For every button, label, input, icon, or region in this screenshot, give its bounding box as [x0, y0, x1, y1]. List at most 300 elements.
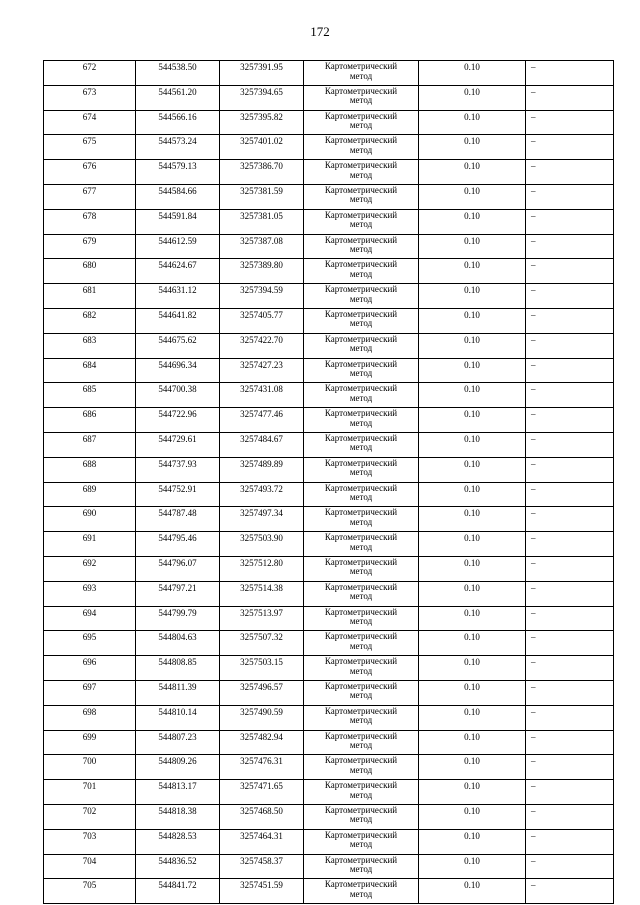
method-line1: Картометрический: [324, 606, 398, 617]
method-line1: Картометрический: [324, 308, 398, 319]
accuracy-cell: 0.10: [419, 804, 526, 829]
method-cell: [304, 308, 419, 333]
table-row: [44, 135, 614, 160]
method-line2: метод: [349, 95, 373, 106]
table-row: [44, 110, 614, 135]
note-cell: –: [526, 457, 614, 482]
method-line1: Картометрический: [324, 780, 398, 791]
y-coordinate-cell: 3257514.38: [220, 581, 304, 606]
method-line2: метод: [349, 417, 373, 428]
accuracy-cell: 0.10: [419, 482, 526, 507]
accuracy-cell: 0.10: [419, 308, 526, 333]
x-coordinate-cell: 544836.52: [136, 854, 220, 879]
point-number-cell: 695: [44, 631, 136, 656]
method-line2: метод: [349, 814, 373, 825]
method-line1: Картометрический: [324, 457, 398, 468]
table-row: [44, 730, 614, 755]
y-coordinate-cell: 3257503.90: [220, 532, 304, 557]
method-line2: метод: [349, 442, 373, 453]
note-cell: –: [526, 755, 614, 780]
method-line2: метод: [349, 839, 373, 850]
method-cell: [304, 184, 419, 209]
method-cell: [304, 457, 419, 482]
table-row: [44, 705, 614, 730]
note-cell: –: [526, 606, 614, 631]
accuracy-cell: 0.10: [419, 829, 526, 854]
y-coordinate-cell: 3257484.67: [220, 432, 304, 457]
method-line2: метод: [349, 368, 373, 379]
point-number-cell: 679: [44, 234, 136, 259]
point-number-cell: 683: [44, 333, 136, 358]
accuracy-cell: 0.10: [419, 284, 526, 309]
y-coordinate-cell: 3257391.95: [220, 61, 304, 86]
method-line1: Картометрический: [324, 507, 398, 518]
note-cell: –: [526, 804, 614, 829]
y-coordinate-cell: 3257431.08: [220, 383, 304, 408]
point-number-cell: 693: [44, 581, 136, 606]
y-coordinate-cell: 3257464.31: [220, 829, 304, 854]
point-number-cell: 690: [44, 507, 136, 532]
y-coordinate-cell: 3257405.77: [220, 308, 304, 333]
method-cell: [304, 110, 419, 135]
x-coordinate-cell: 544538.50: [136, 61, 220, 86]
method-cell: [304, 606, 419, 631]
method-line1: Картометрический: [324, 755, 398, 766]
y-coordinate-cell: 3257489.89: [220, 457, 304, 482]
method-line1: Картометрический: [324, 432, 398, 443]
method-line2: метод: [349, 591, 373, 602]
point-number-cell: 685: [44, 383, 136, 408]
x-coordinate-cell: 544818.38: [136, 804, 220, 829]
note-cell: –: [526, 308, 614, 333]
method-line2: метод: [349, 740, 373, 751]
y-coordinate-cell: 3257395.82: [220, 110, 304, 135]
y-coordinate-cell: 3257507.32: [220, 631, 304, 656]
point-number-cell: 701: [44, 780, 136, 805]
method-line1: Картометрический: [324, 184, 398, 195]
method-line1: Картометрический: [324, 532, 398, 543]
method-line1: Картометрический: [324, 333, 398, 344]
method-line2: метод: [349, 244, 373, 255]
method-cell: [304, 432, 419, 457]
method-line1: Картометрический: [324, 234, 398, 245]
method-cell: [304, 85, 419, 110]
accuracy-cell: 0.10: [419, 432, 526, 457]
note-cell: –: [526, 234, 614, 259]
x-coordinate-cell: 544795.46: [136, 532, 220, 557]
x-coordinate-cell: 544566.16: [136, 110, 220, 135]
method-line2: метод: [349, 392, 373, 403]
table-row: [44, 184, 614, 209]
note-cell: –: [526, 854, 614, 879]
method-line1: Картометрический: [324, 879, 398, 890]
x-coordinate-cell: 544696.34: [136, 358, 220, 383]
table-row: [44, 234, 614, 259]
y-coordinate-cell: 3257381.59: [220, 184, 304, 209]
table-row: [44, 432, 614, 457]
method-cell: [304, 482, 419, 507]
y-coordinate-cell: 3257394.59: [220, 284, 304, 309]
point-number-cell: 705: [44, 879, 136, 904]
x-coordinate-cell: 544828.53: [136, 829, 220, 854]
method-line1: Картометрический: [324, 61, 398, 71]
method-line1: Картометрический: [324, 556, 398, 567]
note-cell: –: [526, 61, 614, 86]
table-row: [44, 284, 614, 309]
table-row: [44, 308, 614, 333]
table-row: [44, 209, 614, 234]
x-coordinate-cell: 544811.39: [136, 680, 220, 705]
method-cell: [304, 259, 419, 284]
method-line2: метод: [349, 219, 373, 230]
method-line1: Картометрический: [324, 383, 398, 394]
accuracy-cell: 0.10: [419, 507, 526, 532]
method-line1: Картометрический: [324, 804, 398, 815]
x-coordinate-cell: 544584.66: [136, 184, 220, 209]
table-row: [44, 457, 614, 482]
point-number-cell: 682: [44, 308, 136, 333]
method-cell: [304, 333, 419, 358]
method-line2: метод: [349, 640, 373, 651]
note-cell: –: [526, 680, 614, 705]
y-coordinate-cell: 3257422.70: [220, 333, 304, 358]
method-line2: метод: [349, 864, 373, 874]
method-line2: метод: [349, 764, 373, 775]
y-coordinate-cell: 3257389.80: [220, 259, 304, 284]
method-line2: метод: [349, 566, 373, 577]
method-line1: Картометрический: [324, 209, 398, 220]
y-coordinate-cell: 3257381.05: [220, 209, 304, 234]
accuracy-cell: 0.10: [419, 135, 526, 160]
point-number-cell: 687: [44, 432, 136, 457]
y-coordinate-cell: 3257496.57: [220, 680, 304, 705]
method-cell: [304, 284, 419, 309]
x-coordinate-cell: 544808.85: [136, 656, 220, 681]
page-number: 172: [310, 24, 330, 39]
y-coordinate-cell: 3257387.08: [220, 234, 304, 259]
method-line1: Картометрический: [324, 656, 398, 667]
point-number-cell: 699: [44, 730, 136, 755]
method-line2: метод: [349, 144, 373, 155]
method-line2: метод: [349, 789, 373, 800]
coordinates-table: [43, 60, 614, 904]
note-cell: –: [526, 383, 614, 408]
point-number-cell: 703: [44, 829, 136, 854]
y-coordinate-cell: 3257427.23: [220, 358, 304, 383]
point-number-cell: 696: [44, 656, 136, 681]
x-coordinate-cell: 544641.82: [136, 308, 220, 333]
accuracy-cell: 0.10: [419, 234, 526, 259]
note-cell: –: [526, 209, 614, 234]
x-coordinate-cell: 544624.67: [136, 259, 220, 284]
table-row: [44, 755, 614, 780]
note-cell: –: [526, 333, 614, 358]
accuracy-cell: 0.10: [419, 705, 526, 730]
point-number-cell: 686: [44, 408, 136, 433]
point-number-cell: 689: [44, 482, 136, 507]
point-number-cell: 700: [44, 755, 136, 780]
table-row: [44, 532, 614, 557]
method-line2: метод: [349, 492, 373, 503]
table-row: [44, 160, 614, 185]
note-cell: –: [526, 85, 614, 110]
method-cell: [304, 507, 419, 532]
table-row: [44, 879, 614, 904]
y-coordinate-cell: 3257503.15: [220, 656, 304, 681]
x-coordinate-cell: 544573.24: [136, 135, 220, 160]
method-cell: [304, 730, 419, 755]
accuracy-cell: 0.10: [419, 532, 526, 557]
y-coordinate-cell: 3257482.94: [220, 730, 304, 755]
method-cell: [304, 383, 419, 408]
method-cell: [304, 804, 419, 829]
table-row: [44, 333, 614, 358]
method-cell: [304, 854, 419, 879]
accuracy-cell: 0.10: [419, 656, 526, 681]
point-number-cell: 677: [44, 184, 136, 209]
method-cell: [304, 631, 419, 656]
method-cell: [304, 408, 419, 433]
table-row: [44, 61, 614, 86]
method-line2: метод: [349, 318, 373, 329]
table-row: [44, 631, 614, 656]
method-line1: Картометрический: [324, 408, 398, 419]
method-cell: [304, 160, 419, 185]
method-line1: Картометрический: [324, 631, 398, 642]
note-cell: –: [526, 160, 614, 185]
x-coordinate-cell: 544591.84: [136, 209, 220, 234]
x-coordinate-cell: 544841.72: [136, 879, 220, 904]
note-cell: –: [526, 532, 614, 557]
method-cell: [304, 532, 419, 557]
point-number-cell: 674: [44, 110, 136, 135]
note-cell: –: [526, 780, 614, 805]
point-number-cell: 694: [44, 606, 136, 631]
method-line2: метод: [349, 169, 373, 180]
method-line1: Картометрический: [324, 284, 398, 295]
method-line1: Картометрический: [324, 680, 398, 691]
point-number-cell: 681: [44, 284, 136, 309]
y-coordinate-cell: 3257451.59: [220, 879, 304, 904]
accuracy-cell: 0.10: [419, 383, 526, 408]
method-cell: [304, 556, 419, 581]
accuracy-cell: 0.10: [419, 85, 526, 110]
point-number-cell: 676: [44, 160, 136, 185]
accuracy-cell: 0.10: [419, 110, 526, 135]
method-line1: Картометрический: [324, 135, 398, 146]
method-line2: метод: [349, 268, 373, 279]
x-coordinate-cell: 544612.59: [136, 234, 220, 259]
method-line2: метод: [349, 516, 373, 527]
accuracy-cell: 0.10: [419, 160, 526, 185]
point-number-cell: 678: [44, 209, 136, 234]
y-coordinate-cell: 3257476.31: [220, 755, 304, 780]
table-body: [44, 61, 614, 904]
note-cell: –: [526, 284, 614, 309]
table-row: [44, 358, 614, 383]
method-cell: [304, 358, 419, 383]
accuracy-cell: 0.10: [419, 333, 526, 358]
method-line2: метод: [349, 715, 373, 726]
x-coordinate-cell: 544799.79: [136, 606, 220, 631]
note-cell: –: [526, 581, 614, 606]
method-line2: метод: [349, 70, 373, 81]
table-row: [44, 85, 614, 110]
method-cell: [304, 680, 419, 705]
method-line2: метод: [349, 293, 373, 304]
point-number-cell: 675: [44, 135, 136, 160]
method-line2: метод: [349, 467, 373, 478]
point-number-cell: 673: [44, 85, 136, 110]
note-cell: –: [526, 631, 614, 656]
table-row: [44, 482, 614, 507]
table-row: [44, 680, 614, 705]
y-coordinate-cell: 3257386.70: [220, 160, 304, 185]
point-number-cell: 704: [44, 854, 136, 879]
note-cell: –: [526, 432, 614, 457]
accuracy-cell: 0.10: [419, 780, 526, 805]
method-cell: [304, 581, 419, 606]
y-coordinate-cell: 3257512.80: [220, 556, 304, 581]
table-row: [44, 656, 614, 681]
method-cell: [304, 780, 419, 805]
accuracy-cell: 0.10: [419, 209, 526, 234]
method-line2: метод: [349, 888, 373, 899]
x-coordinate-cell: 544813.17: [136, 780, 220, 805]
y-coordinate-cell: 3257490.59: [220, 705, 304, 730]
x-coordinate-cell: 544722.96: [136, 408, 220, 433]
table-row: [44, 383, 614, 408]
note-cell: –: [526, 656, 614, 681]
x-coordinate-cell: 544796.07: [136, 556, 220, 581]
table-row: [44, 581, 614, 606]
y-coordinate-cell: 3257513.97: [220, 606, 304, 631]
method-line2: метод: [349, 120, 373, 131]
note-cell: –: [526, 408, 614, 433]
x-coordinate-cell: 544797.21: [136, 581, 220, 606]
method-line1: Картометрический: [324, 482, 398, 493]
method-line2: метод: [349, 343, 373, 354]
method-cell: [304, 656, 419, 681]
method-line1: Картометрический: [324, 829, 398, 840]
accuracy-cell: 0.10: [419, 581, 526, 606]
x-coordinate-cell: 544675.62: [136, 333, 220, 358]
y-coordinate-cell: 3257458.37: [220, 854, 304, 879]
x-coordinate-cell: 544700.38: [136, 383, 220, 408]
note-cell: –: [526, 358, 614, 383]
method-cell: [304, 61, 419, 86]
point-number-cell: 692: [44, 556, 136, 581]
x-coordinate-cell: 544579.13: [136, 160, 220, 185]
point-number-cell: 688: [44, 457, 136, 482]
note-cell: –: [526, 879, 614, 904]
y-coordinate-cell: 3257401.02: [220, 135, 304, 160]
note-cell: –: [526, 259, 614, 284]
x-coordinate-cell: 544631.12: [136, 284, 220, 309]
y-coordinate-cell: 3257471.65: [220, 780, 304, 805]
accuracy-cell: 0.10: [419, 408, 526, 433]
table-row: [44, 556, 614, 581]
note-cell: –: [526, 705, 614, 730]
note-cell: –: [526, 829, 614, 854]
method-cell: [304, 879, 419, 904]
point-number-cell: 697: [44, 680, 136, 705]
method-line2: метод: [349, 194, 373, 205]
method-line1: Картометрический: [324, 160, 398, 171]
point-number-cell: 691: [44, 532, 136, 557]
accuracy-cell: 0.10: [419, 854, 526, 879]
accuracy-cell: 0.10: [419, 631, 526, 656]
accuracy-cell: 0.10: [419, 358, 526, 383]
x-coordinate-cell: 544804.63: [136, 631, 220, 656]
accuracy-cell: 0.10: [419, 606, 526, 631]
method-cell: [304, 755, 419, 780]
accuracy-cell: 0.10: [419, 680, 526, 705]
y-coordinate-cell: 3257497.34: [220, 507, 304, 532]
x-coordinate-cell: 544809.26: [136, 755, 220, 780]
accuracy-cell: 0.10: [419, 879, 526, 904]
note-cell: –: [526, 556, 614, 581]
x-coordinate-cell: 544729.61: [136, 432, 220, 457]
method-cell: [304, 829, 419, 854]
note-cell: –: [526, 135, 614, 160]
note-cell: –: [526, 184, 614, 209]
x-coordinate-cell: 544737.93: [136, 457, 220, 482]
x-coordinate-cell: 544787.48: [136, 507, 220, 532]
table-row: [44, 507, 614, 532]
method-line2: метод: [349, 665, 373, 676]
y-coordinate-cell: 3257493.72: [220, 482, 304, 507]
point-number-cell: 672: [44, 61, 136, 86]
note-cell: –: [526, 730, 614, 755]
accuracy-cell: 0.10: [419, 556, 526, 581]
note-cell: –: [526, 507, 614, 532]
method-line1: Картометрический: [324, 730, 398, 741]
method-line2: метод: [349, 616, 373, 627]
accuracy-cell: 0.10: [419, 457, 526, 482]
point-number-cell: 680: [44, 259, 136, 284]
table-row: [44, 259, 614, 284]
accuracy-cell: 0.10: [419, 184, 526, 209]
accuracy-cell: 0.10: [419, 730, 526, 755]
y-coordinate-cell: 3257394.65: [220, 85, 304, 110]
table-row: [44, 780, 614, 805]
method-line1: Картометрический: [324, 705, 398, 716]
method-line2: метод: [349, 690, 373, 701]
method-cell: [304, 135, 419, 160]
point-number-cell: 698: [44, 705, 136, 730]
note-cell: –: [526, 482, 614, 507]
point-number-cell: 684: [44, 358, 136, 383]
method-line1: Картометрический: [324, 110, 398, 121]
accuracy-cell: 0.10: [419, 61, 526, 86]
x-coordinate-cell: 544752.91: [136, 482, 220, 507]
method-line1: Картометрический: [324, 854, 398, 865]
accuracy-cell: 0.10: [419, 259, 526, 284]
table-row: [44, 854, 614, 879]
method-cell: [304, 234, 419, 259]
point-number-cell: 702: [44, 804, 136, 829]
method-line1: Картометрический: [324, 358, 398, 369]
x-coordinate-cell: 544810.14: [136, 705, 220, 730]
table-row: [44, 408, 614, 433]
table-row: [44, 606, 614, 631]
y-coordinate-cell: 3257468.50: [220, 804, 304, 829]
note-cell: –: [526, 110, 614, 135]
accuracy-cell: 0.10: [419, 755, 526, 780]
table-row: [44, 829, 614, 854]
method-cell: [304, 209, 419, 234]
